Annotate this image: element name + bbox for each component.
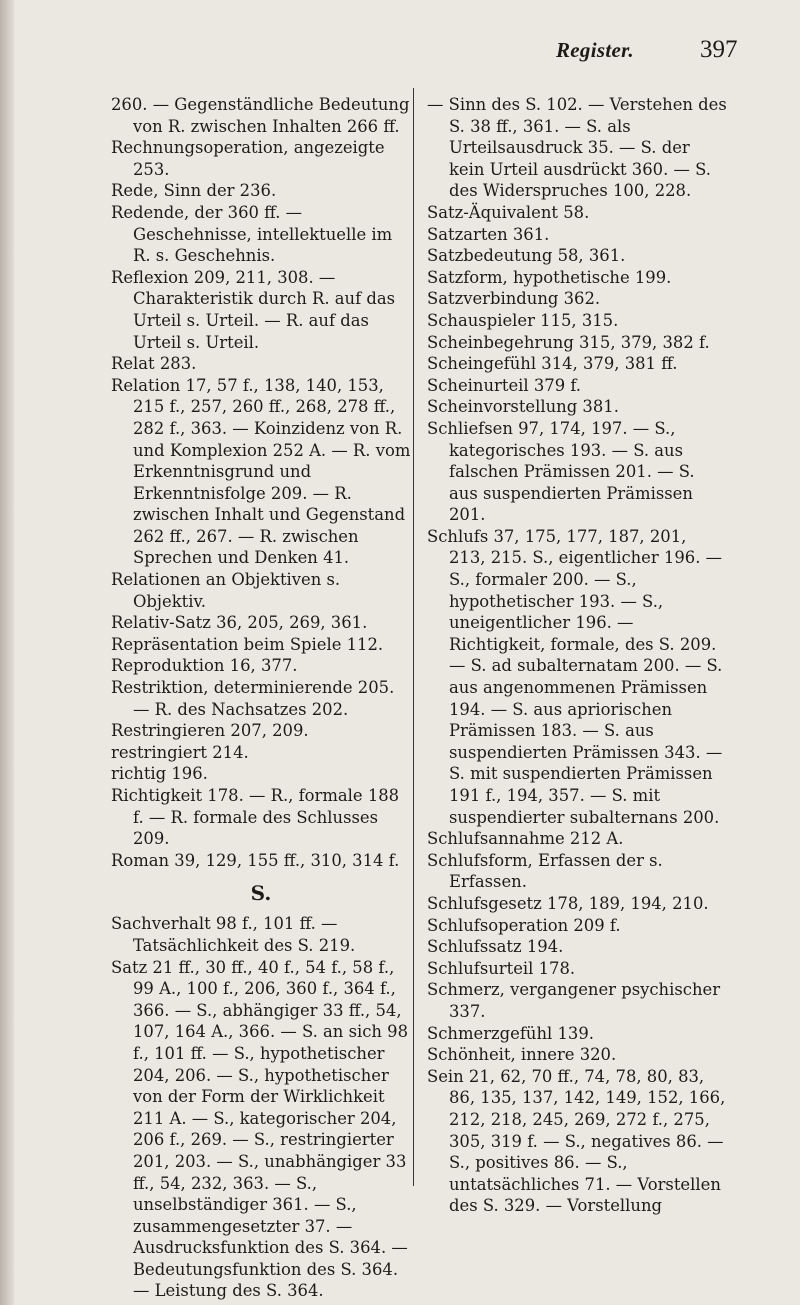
index-entry: Satzverbindung 362. — [427, 289, 601, 309]
page-number: 397 — [700, 36, 738, 63]
index-entry: Scheinvorstellung 381. — [427, 397, 619, 417]
left-entries-after-section — [111, 913, 411, 1302]
column-divider — [413, 88, 414, 1186]
index-entry: Scheinbegehrung 315, 379, 382 f. — [427, 332, 710, 352]
index-entry: Relat 283. — [111, 354, 197, 374]
index-entry: Schauspieler 115, 315. — [427, 310, 619, 330]
index-entry: Satzform, hypothetische 199. — [427, 267, 672, 287]
index-entry: — Sinn des S. 102. — Verstehen des S. 38 ff., 361. — S. als Urteilsausdruck 35. — S. der kein Urteil ausdrückt 360. — S. des Widerspruches 100, 228. — [427, 95, 727, 201]
index-entry: Schlufsurteil 178. — [427, 958, 576, 978]
index-entry: Satz-Äquivalent 58. — [427, 202, 590, 222]
right-column — [427, 94, 727, 1217]
index-entry: Relation 17, 57 f., 138, 140, 153, 215 f., 257, 260 ff., 268, 278 ff., 282 f., 363. — Koinzidenz von R. und Komplexion 252 A. — R. vom Erkenntnisgrund und Erkenntnisfolge 209. — R. zwischen Inhalt und Gegenstand 262 ff., 267. — R. zwischen Sprechen und Denken 41. — [111, 375, 411, 568]
index-entry: Roman 39, 129, 155 ff., 310, 314 f. — [111, 850, 400, 870]
section-letter: S. — [250, 881, 272, 906]
index-entry: Sein 21, 62, 70 ff., 74, 78, 80, 83, 86, 135, 137, 142, 149, 152, 166, 212, 218, 245, 269, 272 f., 275, 305, 319 f. — S., negatives 86. — S., positives 86. — S., untatsächliches 71. — Vorstellen des S. 329. — Vorstellung — [427, 1066, 726, 1216]
index-entry: Repräsentation beim Spiele 112. — [111, 634, 384, 654]
index-entry: Relativ-Satz 36, 205, 269, 361. — [111, 613, 368, 633]
left-entries-before-section — [111, 94, 411, 871]
index-entry: Rede, Sinn der 236. — [111, 181, 277, 201]
index-entry: Restriktion, determinierende 205. — R. des Nachsatzes 202. — [111, 678, 395, 719]
index-entry: Schlufsannahme 212 A. — [427, 829, 624, 849]
index-entry: Scheinurteil 379 f. — [427, 375, 582, 395]
index-entry: Redende, der 360 ff. — Geschehnisse, intellektuelle im R. s. Geschehnis. — [111, 202, 393, 266]
index-entry: Schlufs 37, 175, 177, 187, 201, 213, 215. S., eigentlicher 196. — S., formaler 200. — S., hypothetischer 193. — S., uneigentlicher 196. — Richtigkeit, formale, des S. 209. — S. ad subalternatam 200. — S. aus angenommenen Prämissen 194. — S. aus apriorischen Prämissen 183. — S. aus suspendierten Prämissen 343. — S. mit suspendierten Prämissen 191 f., 194, 357. — S. mit suspendierter subalternans 200. — [427, 526, 723, 827]
index-entry: Reflexion 209, 211, 308. — Charakteristik durch R. auf das Urteil s. Urteil. — R. auf das Urteil s. Urteil. — [111, 267, 396, 352]
index-entry: Schönheit, innere 320. — [427, 1045, 617, 1065]
index-entry: Restringieren 207, 209. — [111, 721, 309, 741]
running-title: Register. — [556, 38, 634, 62]
index-entry: Schlufssatz 194. — [427, 937, 564, 957]
left-column — [111, 94, 411, 1302]
index-entry: restringiert 214. — [111, 742, 249, 762]
index-entry: Satz 21 ff., 30 ff., 40 f., 54 f., 58 f., 99 A., 100 f., 206, 360 f., 364 f., 366. — S., abhängiger 33 ff., 54, 107, 164 A., 366. — S. an sich 98 f., 101 ff. — S., hypothetischer 204, 206. — S., hypothetischer von der Form der Wirklichkeit 211 A. — S., kategorischer 204, 206 f., 269. — S., restringierter 201, 203. — S., unabhängiger 33 ff., 54, 232, 363. — S., unselbständiger 361. — S., zusammengesetzter 37. — Ausdrucksfunktion des S. 364. — Bedeutungsfunktion des S. 364. — Leistung des S. 364. — [111, 957, 409, 1301]
index-entry: Schlufsoperation 209 f. — [427, 915, 621, 935]
index-entry: Richtigkeit 178. — R., formale 188 f. — R. formale des Schlusses 209. — [111, 786, 400, 849]
index-entry: Reproduktion 16, 377. — [111, 656, 298, 676]
index-entry: Schmerz, vergangener psychischer 337. — [427, 980, 721, 1021]
index-entry: Satzarten 361. — [427, 224, 550, 244]
index-entry: Schlufsgesetz 178, 189, 194, 210. — [427, 893, 709, 913]
index-entry: 260. — Gegenständliche Bedeutung von R. zwischen Inhalten 266 ff. — [111, 95, 410, 136]
index-entry: Schlufsform, Erfassen der s. Erfassen. — [427, 850, 663, 892]
index-entry: Rechnungsoperation, angezeigte 253. — [111, 138, 385, 179]
index-entry: Satzbedeutung 58, 361. — [427, 246, 626, 266]
index-entry: Scheingefühl 314, 379, 381 ff. — [427, 354, 678, 374]
page-header — [0, 36, 800, 76]
index-entry: Sachverhalt 98 f., 101 ff. — Tatsächlichkeit des S. 219. — [111, 914, 356, 955]
index-entry: Schmerzgefühl 139. — [427, 1023, 594, 1043]
index-entry: Schliefsen 97, 174, 197. — S., kategorisches 193. — S. aus falschen Prämissen 201. — S. aus suspendierten Prämissen 201. — [427, 418, 695, 525]
right-entries — [427, 94, 727, 1217]
index-entry: Relationen an Objektiven s. Objektiv. — [111, 570, 341, 611]
index-entry: richtig 196. — [111, 764, 208, 784]
page-binding-shadow — [0, 0, 14, 1305]
